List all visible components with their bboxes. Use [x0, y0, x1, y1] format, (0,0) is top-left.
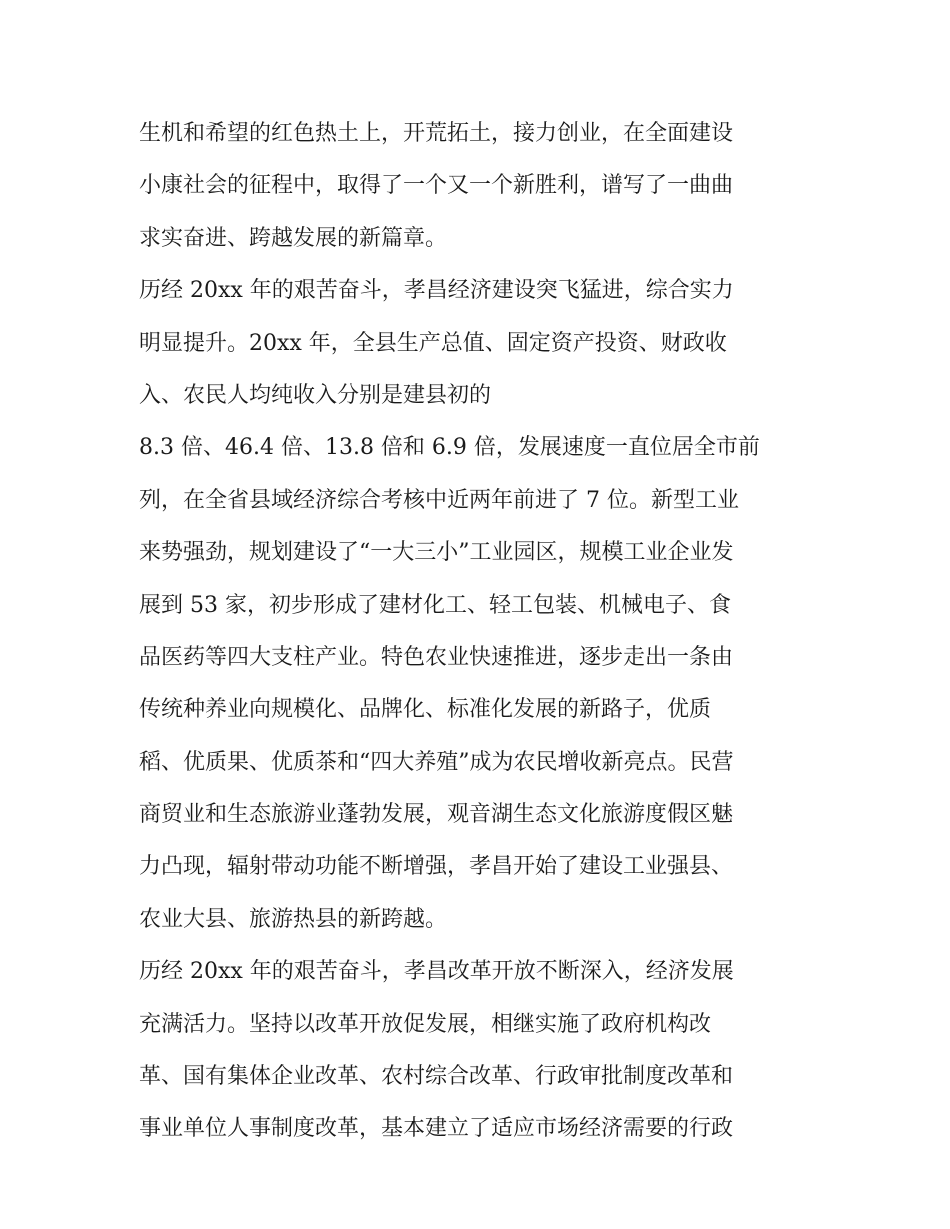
text-line: 稻、优质果、优质茶和“四大养殖”成为农民增收新亮点。民营 [139, 749, 734, 775]
text-line: 历经 20xx 年的艰苦奋斗，孝昌经济建设突飞猛进，综合实力 [139, 278, 734, 304]
text-line: 小康社会的征程中，取得了一个又一个新胜利，谱写了一曲曲 [139, 173, 734, 199]
text-line: 商贸业和生态旅游业蓬勃发展，观音湖生态文化旅游度假区魅 [139, 802, 734, 828]
text-line: 农业大县、旅游热县的新跨越。 [139, 906, 448, 932]
text-line: 生机和希望的红色热土上，开荒拓土，接力创业，在全面建设 [139, 121, 734, 146]
text-line: 革、国有集体企业改革、农村综合改革、行政审批制度改革和 [139, 1064, 734, 1090]
text-line: 历经 20xx 年的艰苦奋斗，孝昌改革开放不断深入，经济发展 [139, 959, 734, 985]
text-line: 展到 53 家，初步形成了建材化工、轻工包装、机械电子、食 [139, 592, 731, 618]
text-line: 入、农民人均纯收入分别是建县初的 [139, 382, 492, 408]
text-line: 来势强劲，规划建设了“一大三小”工业园区，规模工业企业发 [139, 540, 734, 566]
text-line: 传统种养业向规模化、品牌化、标准化发展的新路子，优质 [139, 697, 712, 723]
text-line: 求实奋进、跨越发展的新篇章。 [139, 225, 448, 251]
text-line: 列，在全省县域经济综合考核中近两年前进了 7 位。新型工业 [139, 487, 739, 513]
text-line: 充满活力。坚持以改革开放促发展，相继实施了政府机构改 [139, 1011, 712, 1037]
text-line: 力凸现，辐射带动功能不断增强，孝昌开始了建设工业强县、 [139, 854, 734, 880]
body-text [139, 108, 839, 1156]
text-line: 事业单位人事制度改革，基本建立了适应市场经济需要的行政 [139, 1116, 734, 1142]
text-line: 品医药等四大支柱产业。特色农业快速推进，逐步走出一条由 [139, 644, 734, 670]
text-line: 明显提升。20xx 年，全县生产总值、固定资产投资、财政收 [139, 330, 727, 356]
text-line: 8.3 倍、46.4 倍、13.8 倍和 6.9 倍，发展速度一直位居全市前 [139, 435, 760, 461]
